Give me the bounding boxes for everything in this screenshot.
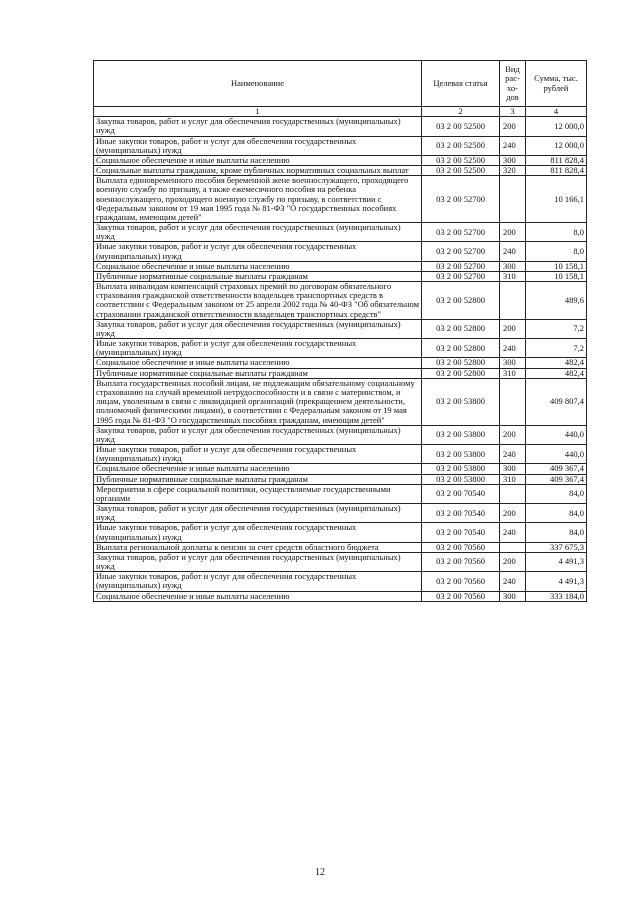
row-sum: 482,4 xyxy=(526,368,587,378)
row-name: Социальные выплаты гражданам, кроме публичных нормативных социальных выплат xyxy=(94,166,422,176)
row-type: 240 xyxy=(500,445,526,464)
row-sum: 4 491,3 xyxy=(526,552,587,571)
table-row xyxy=(94,591,587,601)
row-target: 03 2 00 52800 xyxy=(422,319,500,338)
row-type: 320 xyxy=(500,166,526,176)
column-number-row xyxy=(94,107,587,117)
row-sum: 10 158,1 xyxy=(526,261,587,271)
row-type: 310 xyxy=(500,271,526,281)
row-sum: 409 367,4 xyxy=(526,464,587,474)
row-target: 03 2 00 53800 xyxy=(422,378,500,425)
row-target: 03 2 00 70540 xyxy=(422,484,500,503)
row-name: Закупка товаров, работ и услуг для обеспечения государственных (муниципальных) нужд xyxy=(94,425,422,444)
row-name: Социальное обеспечение и иные выплаты населению xyxy=(94,261,422,271)
column-number: 4 xyxy=(526,107,587,117)
row-sum: 8,0 xyxy=(526,242,587,261)
table-row xyxy=(94,572,587,591)
row-target: 03 2 00 70540 xyxy=(422,523,500,542)
row-type xyxy=(500,378,526,425)
budget-table xyxy=(93,60,587,602)
row-name: Иные закупки товаров, работ и услуг для обеспечения государственных (муниципальных) нужд xyxy=(94,136,422,155)
row-type: 200 xyxy=(500,223,526,242)
row-sum: 7,2 xyxy=(526,319,587,338)
table-row xyxy=(94,464,587,474)
row-sum: 12 000,0 xyxy=(526,117,587,136)
row-target: 03 2 00 70560 xyxy=(422,591,500,601)
table-row xyxy=(94,474,587,484)
row-type: 200 xyxy=(500,552,526,571)
row-name: Выплата единовременного пособия беременной жене военнослужащего, проходящего военную службу по призыву, а также ежемесячного пособия на ребенка военнослужащего, проходящего военную службу по призыву, в соответствии с Федеральным законом от 19 мая 1995 года № 81-ФЗ "О государственных пособиях гражданам, имеющим детей" xyxy=(94,176,422,223)
row-name: Иные закупки товаров, работ и услуг для обеспечения государственных (муниципальных) нужд xyxy=(94,445,422,464)
table-row xyxy=(94,155,587,165)
row-sum: 440,0 xyxy=(526,425,587,444)
row-name: Закупка товаров, работ и услуг для обеспечения государственных (муниципальных) нужд xyxy=(94,319,422,338)
row-target: 03 2 00 52700 xyxy=(422,261,500,271)
header-row xyxy=(94,61,587,107)
table-body xyxy=(94,117,587,602)
row-type: 300 xyxy=(500,464,526,474)
row-sum: 409 367,4 xyxy=(526,474,587,484)
row-sum: 10 158,1 xyxy=(526,271,587,281)
row-sum: 8,0 xyxy=(526,223,587,242)
row-type: 200 xyxy=(500,425,526,444)
row-name: Выплата региональной доплаты к пенсии за счет средств областного бюджета xyxy=(94,542,422,552)
row-sum: 409 807,4 xyxy=(526,378,587,425)
row-type: 240 xyxy=(500,572,526,591)
row-name: Выплата государственных пособий лицам, не подлежащим обязательному социальному страхованию на случай временной нетрудоспособности и в связи с материнством, и лицам, уволенным в связи с ликвидацией организаций (прекращением деятельности, полномочий физическими лицами), в соответствии с Федеральным законом от 19 мая 1995 года № 81-ФЗ "О государственных пособиях гражданам, имеющим детей" xyxy=(94,378,422,425)
table-row xyxy=(94,176,587,223)
table-row xyxy=(94,542,587,552)
row-name: Публичные нормативные социальные выплаты гражданам xyxy=(94,474,422,484)
row-sum: 84,0 xyxy=(526,484,587,503)
table-row xyxy=(94,368,587,378)
table-row xyxy=(94,358,587,368)
row-sum: 337 675,3 xyxy=(526,542,587,552)
row-sum: 10 166,1 xyxy=(526,176,587,223)
table-row xyxy=(94,117,587,136)
row-name: Социальное обеспечение и иные выплаты населению xyxy=(94,464,422,474)
row-name: Закупка товаров, работ и услуг для обеспечения государственных (муниципальных) нужд xyxy=(94,223,422,242)
row-type: 200 xyxy=(500,319,526,338)
row-sum: 7,2 xyxy=(526,339,587,358)
row-target: 03 2 00 52800 xyxy=(422,339,500,358)
row-name: Выплата инвалидам компенсаций страховых премий по договорам обязательного страхования гражданской ответственности владельцев транспортных средств в соответствии с Федеральным законом от 25 апреля 2002 года № 40-ФЗ "Об обязательном страховании гражданской ответственности владельцев транспортных средств" xyxy=(94,282,422,320)
row-target: 03 2 00 53800 xyxy=(422,445,500,464)
row-name: Социальное обеспечение и иные выплаты населению xyxy=(94,591,422,601)
row-sum: 811 828,4 xyxy=(526,155,587,165)
row-type: 300 xyxy=(500,358,526,368)
row-type: 300 xyxy=(500,155,526,165)
row-type: 240 xyxy=(500,339,526,358)
row-type: 240 xyxy=(500,523,526,542)
row-name: Социальное обеспечение и иные выплаты населению xyxy=(94,358,422,368)
table-row xyxy=(94,445,587,464)
table-row xyxy=(94,425,587,444)
row-type: 300 xyxy=(500,261,526,271)
table-row xyxy=(94,504,587,523)
row-type: 240 xyxy=(500,136,526,155)
row-type: 200 xyxy=(500,117,526,136)
row-type: 300 xyxy=(500,591,526,601)
page-number: 12 xyxy=(315,867,325,878)
row-name: Закупка товаров, работ и услуг для обеспечения государственных (муниципальных) нужд xyxy=(94,504,422,523)
row-type: 310 xyxy=(500,474,526,484)
row-type xyxy=(500,176,526,223)
table-row xyxy=(94,136,587,155)
table-row xyxy=(94,282,587,320)
table-row xyxy=(94,261,587,271)
row-target: 03 2 00 52500 xyxy=(422,117,500,136)
table-row xyxy=(94,484,587,503)
column-number: 1 xyxy=(94,107,422,117)
header-type: Вид рас-хо-дов xyxy=(500,61,526,107)
table-header xyxy=(94,61,587,117)
row-type: 240 xyxy=(500,242,526,261)
column-number: 2 xyxy=(422,107,500,117)
row-name: Иные закупки товаров, работ и услуг для обеспечения государственных (муниципальных) нужд xyxy=(94,572,422,591)
row-name: Публичные нормативные социальные выплаты гражданам xyxy=(94,271,422,281)
row-sum: 440,0 xyxy=(526,445,587,464)
row-type xyxy=(500,282,526,320)
row-sum: 482,4 xyxy=(526,358,587,368)
table-row xyxy=(94,223,587,242)
row-target: 03 2 00 70560 xyxy=(422,542,500,552)
table-row xyxy=(94,242,587,261)
header-sum: Сумма, тыс. рублей xyxy=(526,61,587,107)
row-target: 03 2 00 52700 xyxy=(422,242,500,261)
row-sum: 489,6 xyxy=(526,282,587,320)
row-target: 03 2 00 52500 xyxy=(422,136,500,155)
row-target: 03 2 00 52700 xyxy=(422,271,500,281)
table-row xyxy=(94,339,587,358)
row-name: Закупка товаров, работ и услуг для обеспечения государственных (муниципальных) нужд xyxy=(94,117,422,136)
row-type xyxy=(500,542,526,552)
header-target: Целевая статья xyxy=(422,61,500,107)
row-name: Мероприятия в сфере социальной политики, осуществляемые государственными органами xyxy=(94,484,422,503)
table-row xyxy=(94,271,587,281)
row-target: 03 2 00 70560 xyxy=(422,552,500,571)
row-name: Иные закупки товаров, работ и услуг для обеспечения государственных (муниципальных) нужд xyxy=(94,523,422,542)
table-row xyxy=(94,523,587,542)
row-target: 03 2 00 52800 xyxy=(422,282,500,320)
row-type: 200 xyxy=(500,504,526,523)
row-name: Закупка товаров, работ и услуг для обеспечения государственных (муниципальных) нужд xyxy=(94,552,422,571)
row-sum: 4 491,3 xyxy=(526,572,587,591)
row-target: 03 2 00 53800 xyxy=(422,425,500,444)
row-type xyxy=(500,484,526,503)
row-target: 03 2 00 53800 xyxy=(422,474,500,484)
row-target: 03 2 00 70540 xyxy=(422,504,500,523)
row-sum: 811 828,4 xyxy=(526,166,587,176)
row-target: 03 2 00 52500 xyxy=(422,155,500,165)
row-name: Публичные нормативные социальные выплаты гражданам xyxy=(94,368,422,378)
row-sum: 84,0 xyxy=(526,523,587,542)
row-type: 310 xyxy=(500,368,526,378)
table-row xyxy=(94,319,587,338)
row-target: 03 2 00 52700 xyxy=(422,223,500,242)
row-name: Иные закупки товаров, работ и услуг для обеспечения государственных (муниципальных) нужд xyxy=(94,242,422,261)
table-row xyxy=(94,552,587,571)
column-number: 3 xyxy=(500,107,526,117)
row-name: Иные закупки товаров, работ и услуг для обеспечения государственных (муниципальных) нужд xyxy=(94,339,422,358)
header-name: Наименование xyxy=(94,61,422,107)
table-row xyxy=(94,166,587,176)
row-sum: 333 184,0 xyxy=(526,591,587,601)
table-row xyxy=(94,378,587,425)
row-target: 03 2 00 52500 xyxy=(422,166,500,176)
row-target: 03 2 00 52700 xyxy=(422,176,500,223)
row-sum: 12 000,0 xyxy=(526,136,587,155)
row-name: Социальное обеспечение и иные выплаты населению xyxy=(94,155,422,165)
row-sum: 84,0 xyxy=(526,504,587,523)
row-target: 03 2 00 53800 xyxy=(422,464,500,474)
row-target: 03 2 00 52800 xyxy=(422,358,500,368)
row-target: 03 2 00 52800 xyxy=(422,368,500,378)
row-target: 03 2 00 70560 xyxy=(422,572,500,591)
